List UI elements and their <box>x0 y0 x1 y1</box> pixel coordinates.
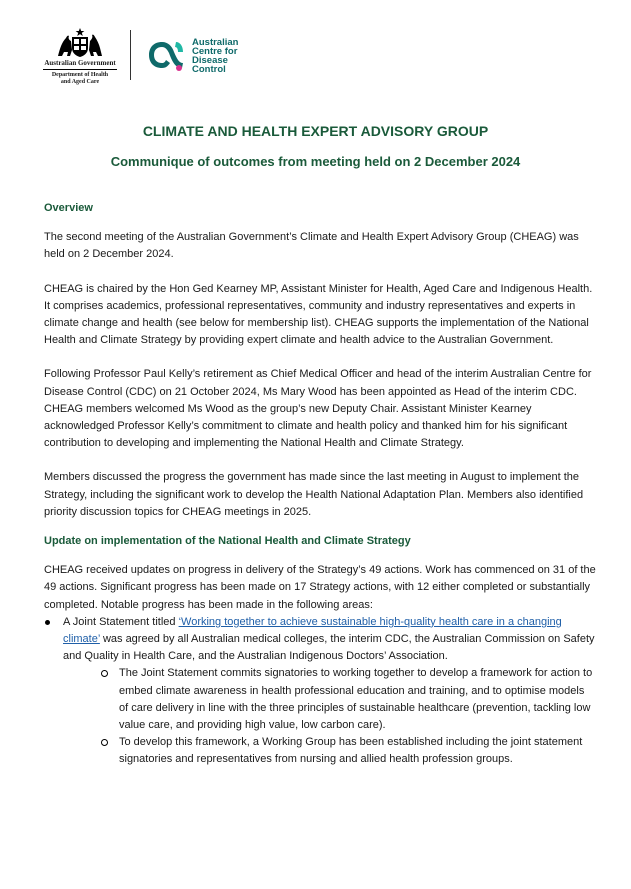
page-subtitle: Communique of outcomes from meeting held on 2 December 2024 <box>110 154 521 169</box>
sub-list-item: To develop this framework, a Working Group has been established including the joint statement signatories and representatives from nursing and allied health profession groups. <box>101 734 596 768</box>
cdc-line2: Centre for <box>192 46 238 57</box>
cdc-emblem-icon <box>146 38 186 74</box>
bullet1-text-pre: A Joint Statement titled <box>63 615 179 628</box>
gov-name: Australian Government <box>44 59 116 67</box>
cdc-line4: Control <box>192 64 226 75</box>
sub-bullet-list <box>63 665 596 768</box>
cdc-wordmark <box>192 38 238 74</box>
overview-paragraph-2: CHEAG is chaired by the Hon Ged Kearney MP, Assistant Minister for Health, Aged Care and Indigenous Health. It comprises academics, professional representatives, community and industry representatives and experts in climate change and health (see below for membership list). CHEAG supports the implementation of the National Health and Climate Strategy by providing expert climate and health advice to the Australian Government. <box>44 282 593 347</box>
logo-divider <box>130 30 131 80</box>
gov-rule <box>43 69 117 70</box>
sub-list-item: The Joint Statement commits signatories to working together to develop a framework for action to embed climate awareness in health professional education and training, and to optimise models of care delivery in line with the three principles of sustainable healthcare (prevention, tackling low value care, and providing high value, low carbon care). <box>101 665 596 734</box>
update-paragraph-1: CHEAG received updates on progress in delivery of the Strategy’s 49 actions. Work has commenced on 31 of the 49 actions. Significant progress has been made on 17 Strategy actions, with 12 either completed or substantially completed. Notable progress has been made in the following areas: <box>44 564 596 611</box>
overview-paragraph-4: Members discussed the progress the government has made since the last meeting in August to implement the Strategy, including the significant work to develop the Health National Adaptation Plan. Members also identified priority discussion topics for CHEAG meetings in 2025. <box>44 471 584 518</box>
document-body <box>44 200 596 769</box>
update-heading: Update on implementation of the National Health and Climate Strategy <box>44 535 411 548</box>
overview-paragraph-3: Following Professor Paul Kelly’s retirement as Chief Medical Officer and head of the interim Australian Centre for Disease Control (CDC) on 21 October 2024, Ms Mary Wood has been appointed as Head of the interim CDC. CHEAG members welcomed Ms Wood as the group’s new Deputy Chair. Assistant Minister Kearney acknowledged Professor Kelly’s commitment to climate and health policy and thanked him for his significant contribution to developing and implementing the National Health and Climate Strategy. <box>44 368 592 450</box>
overview-paragraph-1: The second meeting of the Australian Government’s Climate and Health Expert Advisory Group (CHEAG) was held on 2 December 2024. <box>44 231 579 261</box>
gov-dept-line2: and Aged Care <box>60 79 100 85</box>
australian-government-logo <box>40 28 120 86</box>
gov-dept-line1: Department of Health <box>51 72 109 78</box>
cdc-line3: Disease <box>192 55 228 66</box>
page-title: CLIMATE AND HEALTH EXPERT ADVISORY GROUP <box>142 123 489 139</box>
joint-statement-link[interactable]: ‘Working together to achieve sustainable high-quality health care in a changing climate’ <box>63 615 562 646</box>
cdc-logo <box>146 38 238 74</box>
update-bullet-list <box>44 614 596 769</box>
coat-of-arms-icon <box>54 28 106 58</box>
overview-heading: Overview <box>44 202 93 214</box>
cdc-line1: Australian <box>192 37 239 48</box>
bullet1-text-post: was agreed by all Australian medical colleges, the interim CDC, the Australian Commission on Safety and Quality in Health Care, and the Australian Indigenous Doctors’ Association. <box>63 633 595 663</box>
list-item <box>44 614 596 769</box>
